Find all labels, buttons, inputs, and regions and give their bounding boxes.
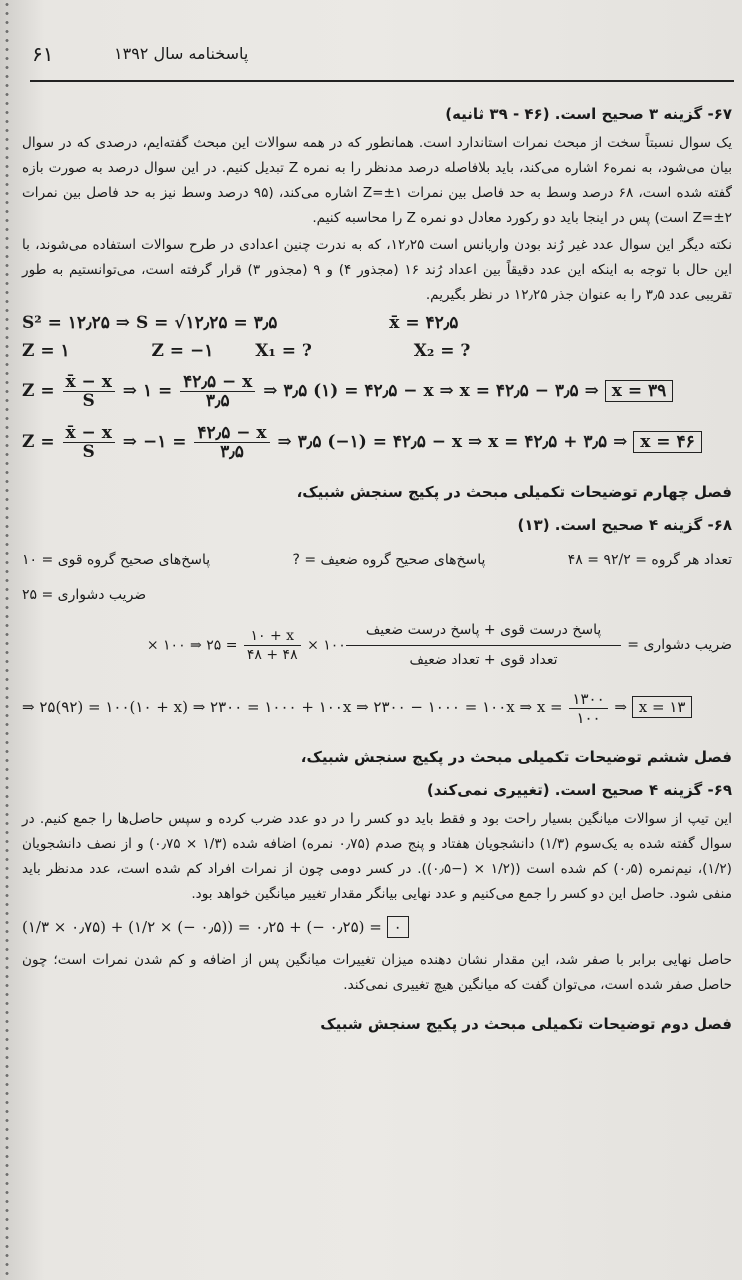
answer-box-0: ۰: [387, 916, 409, 938]
weak-correct: پاسخ‌های صحیح گروه ضعیف = ?: [292, 552, 486, 568]
q68-difficulty: [22, 583, 732, 608]
z-label: Z =: [22, 381, 55, 401]
q69-paragraph-1: این تیپ از سوالات میانگین بسیار راحت بود و فقط باید دو کسر را در دو عدد ضرب کرده و سپس حاصل‌ها را جمع کنیم. در سوال گفته شده به یک‌سوم (۱/۳) دانشجویان هفتاد و پنج صدم (۰٫۷۵ نمره) اضافه شده (۱/۳ × ۰٫۷۵) و از نصف دانشجویان (۱/۲)، نیم‌نمره (۰٫۵) کم شده است ((۱/۲ × (−۰٫۵)). در کسر دومی چون از نمرات افراد کم شده است، عدد مدنظر باید منفی شود. حاصل این دو کسر را جمع می‌کنیم و عدد نهایی بیانگر مقدار تغییر میانگین خواهد بود.: [22, 811, 732, 902]
answer-box-39: x = ۳۹: [605, 380, 673, 402]
section-heading-6: فصل ششم توضیحات تکمیلی مبحث در پکیج سنجش شبیک،: [300, 748, 732, 766]
strong-correct: پاسخ‌های صحیح گروه قوی = ۱۰: [22, 552, 211, 568]
q67-formula-2: Z = $\frac{x̄ - x}{S}$ ⇒ −۱ = $\frac{۴۲٫۵ - x}{۳٫۵}$ ⇒ ۳٫۵ (−۱) = ۴۲٫۵ − x ⇒ x = ۴۲٫۵ + ۳٫۵ ⇒ x = ۴۶: [22, 418, 732, 466]
q68-formula-2: ⇒ ۲۵(۹۲) = ۱۰۰(۱۰ + x) ⇒ ۲۳۰۰ = ۱۰۰۰ + ۱۰۰x ⇒ ۲۳۰۰ − ۱۰۰۰ = ۱۰۰x ⇒ x = $\frac{۱۳۰۰}{۱۰۰}$ ⇒ x = ۱۳: [22, 683, 732, 731]
q67-paragraph-2: نکته دیگر این سوال عدد غیر رُند بودن واریانس است ۱۲٫۲۵، که به ندرت چنین اعدادی در طرح سوالات استفاده می‌شوند، با این حال با توجه به اینکه این عدد دقیقاً بین اعداد رُند ۱۶ (مجذور ۴) و ۹ (مجذور ۳) قرار گرفته است، می‌توانستیم به طور تقریبی عدد ۳٫۵ را به عنوان جذر ۱۲٫۲۵ در نظر بگیریم.: [22, 237, 732, 303]
q69-paragraph-2: حاصل نهایی برابر با صفر شد، این مقدار نشان دهنده میزان تغییرات میانگین پس از اضافه و کم شدن نمرات است؛ چون حاصل صفر شده است، می‌توان گفت که میانگین هیچ تغییری نمی‌کند.: [22, 952, 732, 993]
q69-formula: (۱/۳ × ۰٫۷۵) + (۱/۲ × (− ۰٫۵)) = ۰٫۲۵ + (− ۰٫۲۵) = ۰: [22, 915, 732, 940]
q68-heading: ۶۸- گزینه ۴ صحیح است. (۱۳): [517, 516, 732, 534]
q67-heading: ۶۷- گزینه ۳ صحیح است. (۴۶ - ۳۹ ثانیه): [445, 105, 732, 123]
q68-formula-1: ضریب دشواری = $\frac{\text{پاسخ درست قوی + پاسخ درست ضعیف}}{\text{تعداد قوی + تعداد ضعیف}}$ × ۱۰۰ ⇒ ۲۵ = $\frac{۱۰ + x}{۴۸ + ۴۸}$ × ۱۰۰: [22, 616, 732, 675]
page-number: ۶۱: [32, 42, 54, 66]
spiral-binding: [4, 0, 10, 1280]
x1-eq: X₁ = ?: [255, 341, 312, 361]
page-content: [22, 96, 732, 1280]
z1-eq: Z = ۱: [22, 341, 70, 361]
q67-math-line-1: [22, 311, 732, 336]
header-title: پاسخنامه سال ۱۳۹۲: [114, 44, 249, 63]
group-count: تعداد هر گروه = ۹۲/۲ = ۴۸: [567, 552, 732, 568]
q67-math-line-2: [22, 339, 732, 364]
value-fraction: $\frac{۴۲٫۵ - x}{۳٫۵}$: [180, 373, 255, 410]
q67-formula-1: Z = $\frac{x̄ - x}{S}$ ⇒ ۱ = $\frac{۴۲٫۵ - x}{۳٫۵}$ ⇒ ۳٫۵ (۱) = ۴۲٫۵ − x ⇒ x = ۴۲٫۵ − ۳٫۵ ⇒ x = ۳۹: [22, 367, 732, 415]
difficulty-value: ضریب دشواری = ۲۵: [22, 587, 147, 603]
x2-eq: X₂ = ?: [413, 341, 471, 361]
variance-eq: S² = ۱۲٫۲۵ ⇒ S = √۱۲٫۲۵ = ۳٫۵: [22, 313, 278, 333]
q69-heading: ۶۹- گزینه ۴ صحیح است. (تغییری نمی‌کند): [426, 781, 732, 799]
section-heading-4: فصل چهارم توضیحات تکمیلی مبحث در پکیج سنجش شبیک،: [296, 483, 732, 501]
q67-paragraph-1: یک سوال نسبتاً سخت از مبحث نمرات استاندارد است. همانطور که در همه سوالات این مبحث گفته‌ایم، درصدی که در سوال بیان می‌شود، به نمره۶ اشاره می‌کند، باید بلافاصله درصد مدنظر را به نمره Z تبدیل کنیم. در این سوال درصد به صورت بازه گفته شده است، ۶۸ درصد وسط به حد فاصل بین نمرات Z=±۱ اشاره می‌کند، (۹۵ درصد وسط نیز به حد فاصل بین نمرات Z=±۲ است) پس در اینجا باید دو رکورد معادل دو نمره Z را محاسبه کنیم.: [22, 135, 732, 226]
z-fraction: $\frac{x̄ - x}{S}$: [63, 373, 115, 410]
z2-eq: Z = −۱: [151, 341, 214, 361]
page-header: [30, 36, 734, 82]
answer-box-46: x = ۴۶: [633, 431, 701, 453]
answer-box-13: x = ۱۳: [632, 696, 693, 718]
q68-given-values: [22, 548, 732, 573]
section-heading-2: فصل دوم توضیحات تکمیلی مبحث در پکیج سنجش شبیک: [320, 1015, 732, 1033]
difficulty-fraction: $\frac{\text{پاسخ درست قوی + پاسخ درست ضعیف}}{\text{تعداد قوی + تعداد ضعیف}}$: [346, 616, 621, 675]
mean-eq: x̄ = ۴۲٫۵: [389, 313, 459, 333]
